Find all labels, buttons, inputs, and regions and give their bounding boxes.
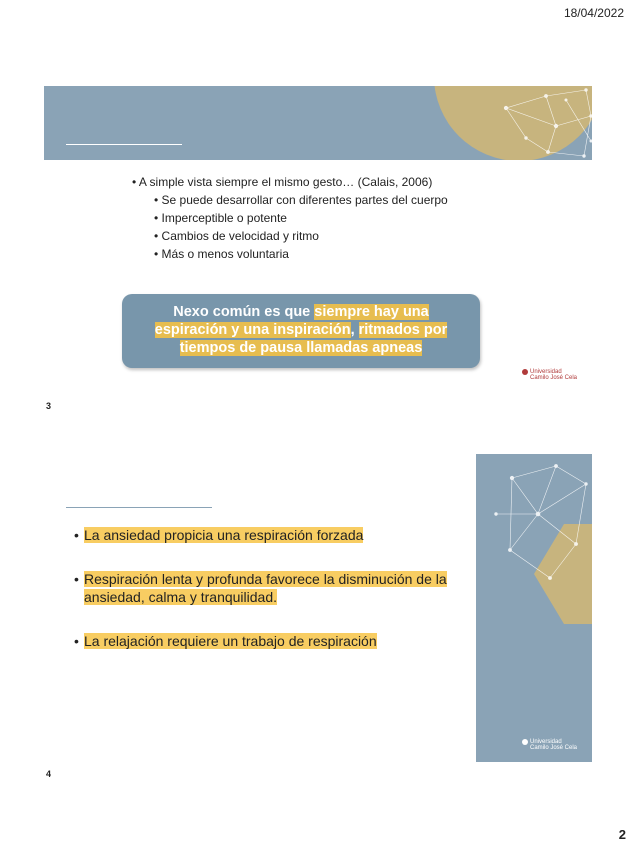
- bullet-item: • La ansiedad propicia una respiración forzada: [74, 527, 364, 543]
- logo-icon: [522, 369, 528, 375]
- sub-bullet-item: • Imperceptible o potente: [154, 211, 287, 225]
- network-graphic: [496, 86, 592, 160]
- callout-box: [122, 294, 480, 368]
- university-logo: Universidad Camilo José Cela: [522, 369, 577, 381]
- slide-number: 4: [46, 769, 52, 779]
- bullet-item: • A simple vista siempre el mismo gesto… (Calais, 2006): [132, 175, 433, 189]
- title-underline: [66, 507, 212, 508]
- sub-bullet-item: • Más o menos voluntaria: [154, 247, 289, 261]
- slide-4-bullets: [74, 526, 464, 676]
- highlighted-text: siempre hay una espiración y una inspiración: [154, 304, 429, 338]
- university-logo: Universidad Camilo José Cela: [522, 739, 577, 751]
- sub-bullet-item: • Cambios de velocidad y ritmo: [154, 229, 319, 243]
- title-underline: [66, 144, 182, 145]
- callout-text: Nexo común es que siempre hay una espiración y una inspiración, ritmados por tiempos de pausa llamadas apneas: [154, 304, 448, 356]
- slide-3-banner: [44, 86, 592, 160]
- slide-number: 3: [46, 401, 52, 411]
- print-date: 18/04/2022: [563, 6, 624, 20]
- side-panel-decoration: [476, 454, 592, 762]
- page-number: 2: [618, 827, 626, 842]
- highlighted-text: ritmados por tiempos de pausa llamadas apneas: [179, 322, 448, 356]
- bullet-item: • La relajación requiere un trabajo de respiración: [74, 633, 377, 649]
- logo-icon: [522, 739, 528, 745]
- bullet-item: • Respiración lenta y profunda favorece la disminución de la ansiedad, calma y tranquilidad.: [74, 571, 447, 605]
- sub-bullet-item: • Se puede desarrollar con diferentes partes del cuerpo: [154, 193, 448, 207]
- slide-3-bullets: [132, 173, 448, 263]
- network-graphic: [476, 454, 592, 594]
